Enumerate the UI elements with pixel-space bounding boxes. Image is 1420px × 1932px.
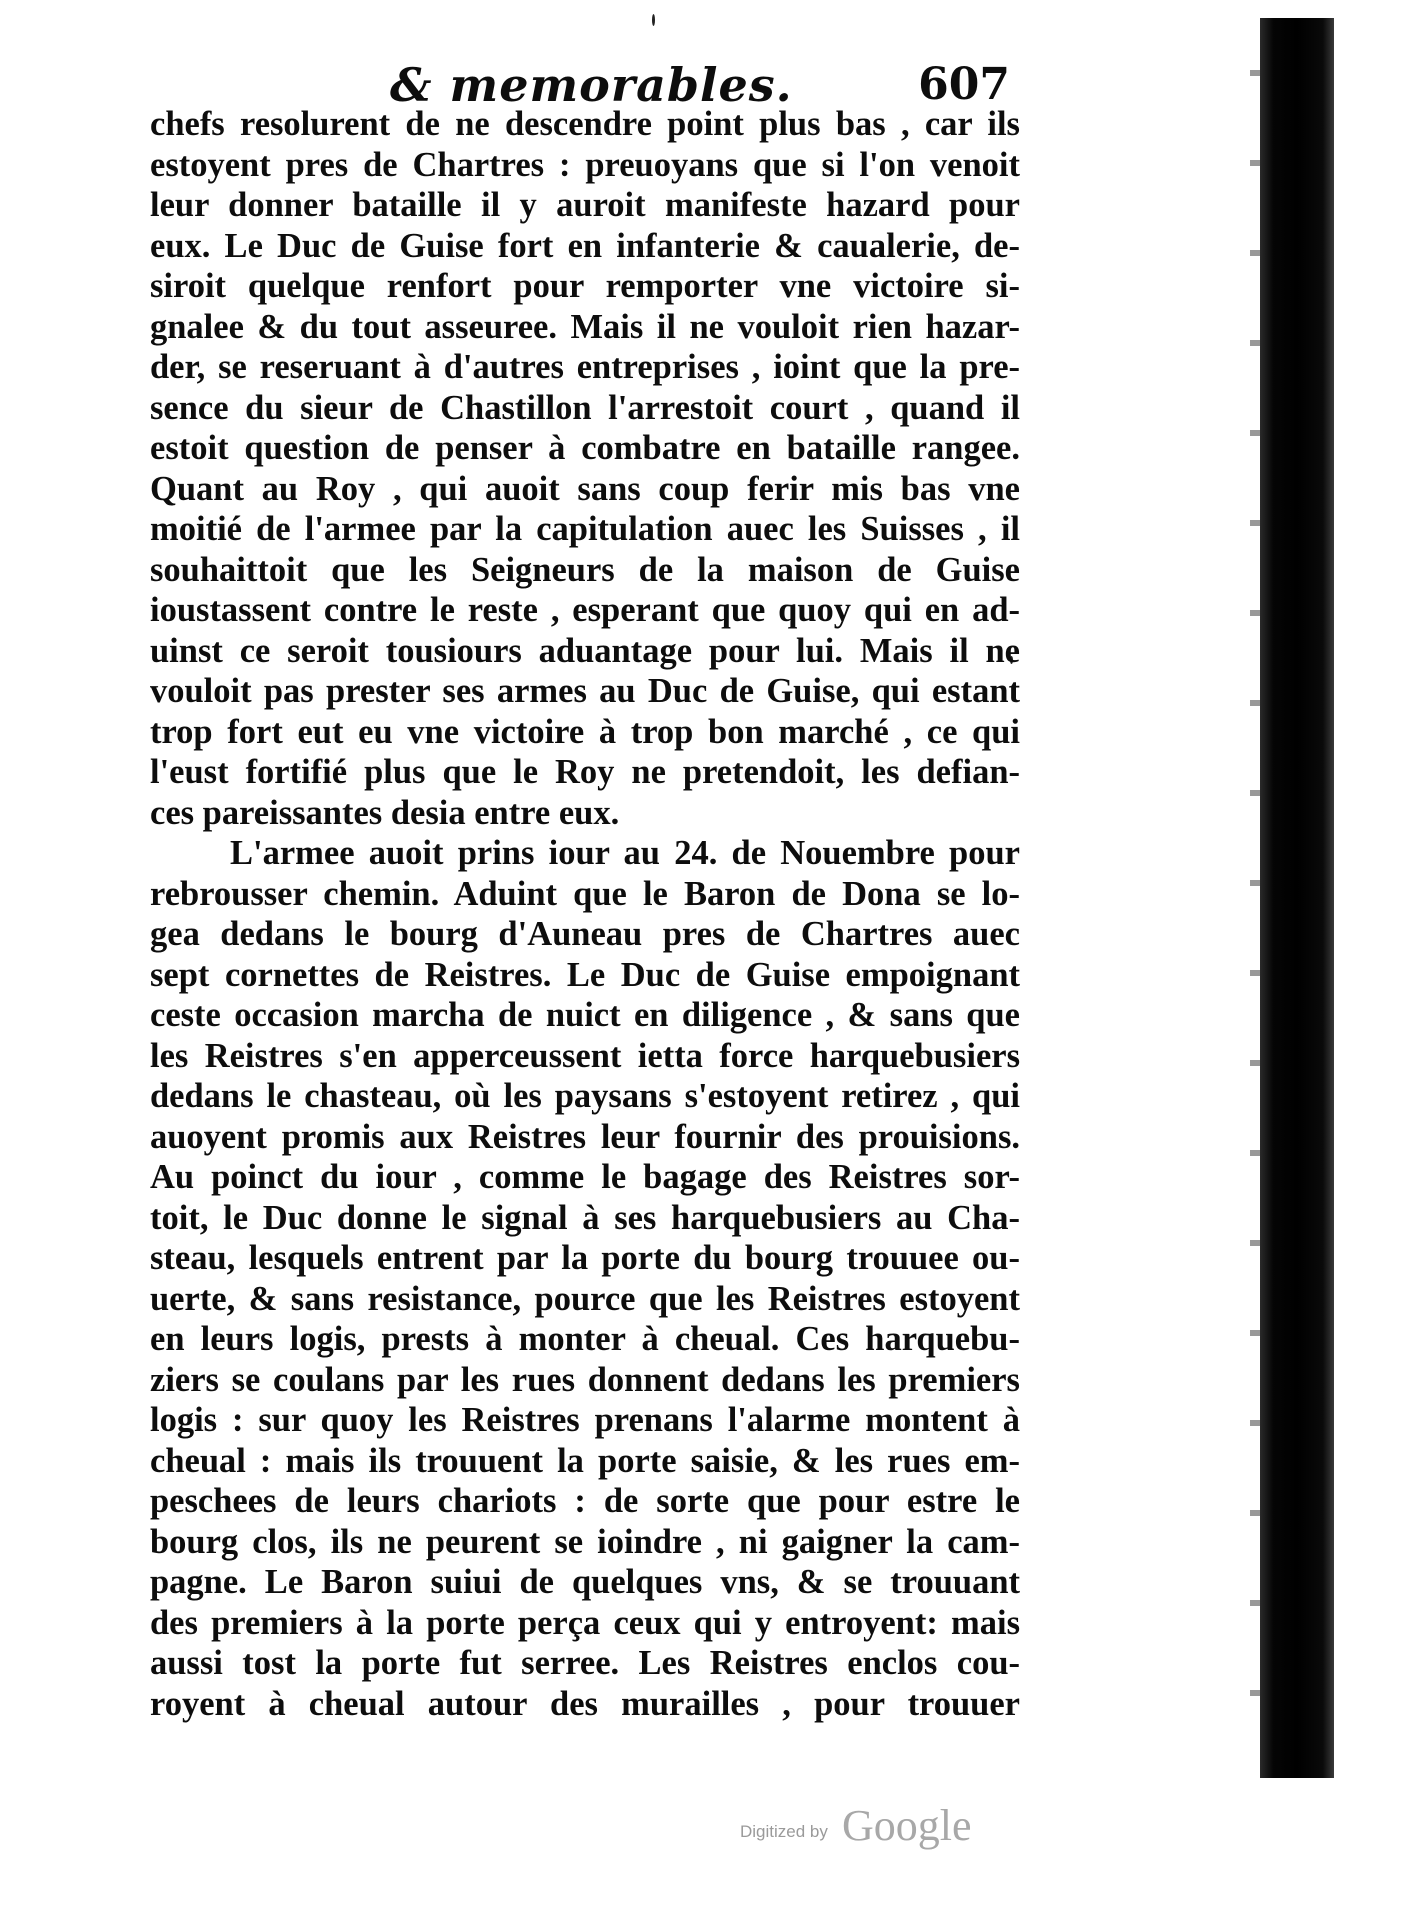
text-line: ioustassent contre le reste , esperant que quoy qui en ad- xyxy=(150,591,1020,629)
text-line: steau, lesquels entrent par la porte du bourg trouuee ou- xyxy=(150,1239,1020,1277)
text-line: dedans le chasteau, où les paysans s'estoyent retirez , qui xyxy=(150,1077,1020,1115)
text-line: gnalee & du tout asseuree. Mais il ne vouloit rien hazar- xyxy=(150,307,1020,346)
text-line: vouloit pas prester ses armes au Duc de Guise, qui estant xyxy=(150,672,1020,710)
text-line: aussi tost la porte fut serree. Les Reistres enclos cou- xyxy=(150,1644,1020,1682)
text-line: rebrousser chemin. Aduint que le Baron de Dona se lo- xyxy=(150,874,1020,913)
text-line: auoyent promis aux Reistres leur fournir des prouisions. xyxy=(150,1117,1020,1156)
running-head: & memorables. xyxy=(390,58,793,112)
text-line: sept cornettes de Reistres. Le Duc de Guise empoignant xyxy=(150,955,1020,994)
text-line: gea dedans le bourg d'Auneau pres de Chartres auec xyxy=(150,915,1020,953)
text-line: en leurs logis, prests à monter à cheual. Ces harquebu- xyxy=(150,1320,1020,1358)
text-line: estoyent pres de Chartres : preuoyans que si l'on venoit xyxy=(150,145,1020,184)
text-line: eux. Le Duc de Guise fort en infanterie & caualerie, de- xyxy=(150,226,1020,265)
text-line: des premiers à la porte perça ceux qui y entroyent: mais xyxy=(150,1603,1020,1642)
text-line: toit, le Duc donne le signal à ses harquebusiers au Cha- xyxy=(150,1198,1020,1237)
text-line: siroit quelque renfort pour remporter vne victoire si- xyxy=(150,267,1020,305)
text-line: uerte, & sans resistance, pource que les Reistres estoyent xyxy=(150,1279,1020,1318)
ink-speck xyxy=(652,14,655,26)
text-line: Quant au Roy , qui auoit sans coup ferir mis bas vne xyxy=(150,469,1020,508)
text-line: uinst ce seroit tousiours aduantage pour lui. Mais il ne xyxy=(150,631,1020,670)
text-line: royent à cheual autour des murailles , pour trouuer xyxy=(150,1684,1020,1723)
text-line: leur donner bataille il y auroit manifeste hazard pour xyxy=(150,186,1020,224)
text-line: sence du sieur de Chastillon l'arrestoit court , quand il xyxy=(150,388,1020,427)
body-text xyxy=(150,104,1020,1724)
text-line: cheual : mais ils trouuent la porte saisie, & les rues em- xyxy=(150,1441,1020,1480)
page-edge-shadow xyxy=(1250,40,1260,1760)
text-line: l'eust fortifié plus que le Roy ne pretendoit, les defian- xyxy=(150,753,1020,791)
text-line: bourg clos, ils ne peurent se ioindre , ni gaigner la cam- xyxy=(150,1522,1020,1561)
text-line: Au poinct du iour , comme le bagage des Reistres sor- xyxy=(150,1158,1020,1196)
text-line: der, se reseruant à d'autres entreprises , ioint que la pre- xyxy=(150,348,1020,386)
watermark-prefix: Digitized by xyxy=(740,1822,828,1841)
text-line: estoit question de penser à combatre en bataille rangee. xyxy=(150,429,1020,467)
text-line: chefs resolurent de ne descendre point plus bas , car ils xyxy=(150,105,1020,143)
google-logo: Google xyxy=(842,1801,972,1850)
text-line: souhaittoit que les Seigneurs de la maison de Guise xyxy=(150,550,1020,589)
text-line: ceste occasion marcha de nuict en diligence , & sans que xyxy=(150,996,1020,1034)
text-line: peschees de leurs chariots : de sorte que pour estre le xyxy=(150,1482,1020,1520)
text-line: les Reistres s'en apperceussent ietta force harquebusiers xyxy=(150,1036,1020,1075)
text-line: trop fort eut eu vne victoire à trop bon marché , ce qui xyxy=(150,712,1020,751)
book-spine-binding xyxy=(1260,18,1334,1778)
text-line: ziers se coulans par les rues donnent dedans les premiers xyxy=(150,1360,1020,1399)
text-line-paragraph-end: ces pareissantes desia entre eux. xyxy=(150,793,620,832)
text-line: logis : sur quoy les Reistres prenans l'alarme montent à xyxy=(150,1401,1020,1439)
text-line: moitié de l'armee par la capitulation auec les Suisses , il xyxy=(150,510,1020,548)
text-line: pagne. Le Baron suiui de quelques vns, & se trouuant xyxy=(150,1563,1020,1601)
digitization-watermark xyxy=(740,1800,1000,1860)
page-number: 607 xyxy=(918,59,1010,110)
text-line-paragraph-start: L'armee auoit prins iour au 24. de Nouembre pour xyxy=(230,834,1020,872)
